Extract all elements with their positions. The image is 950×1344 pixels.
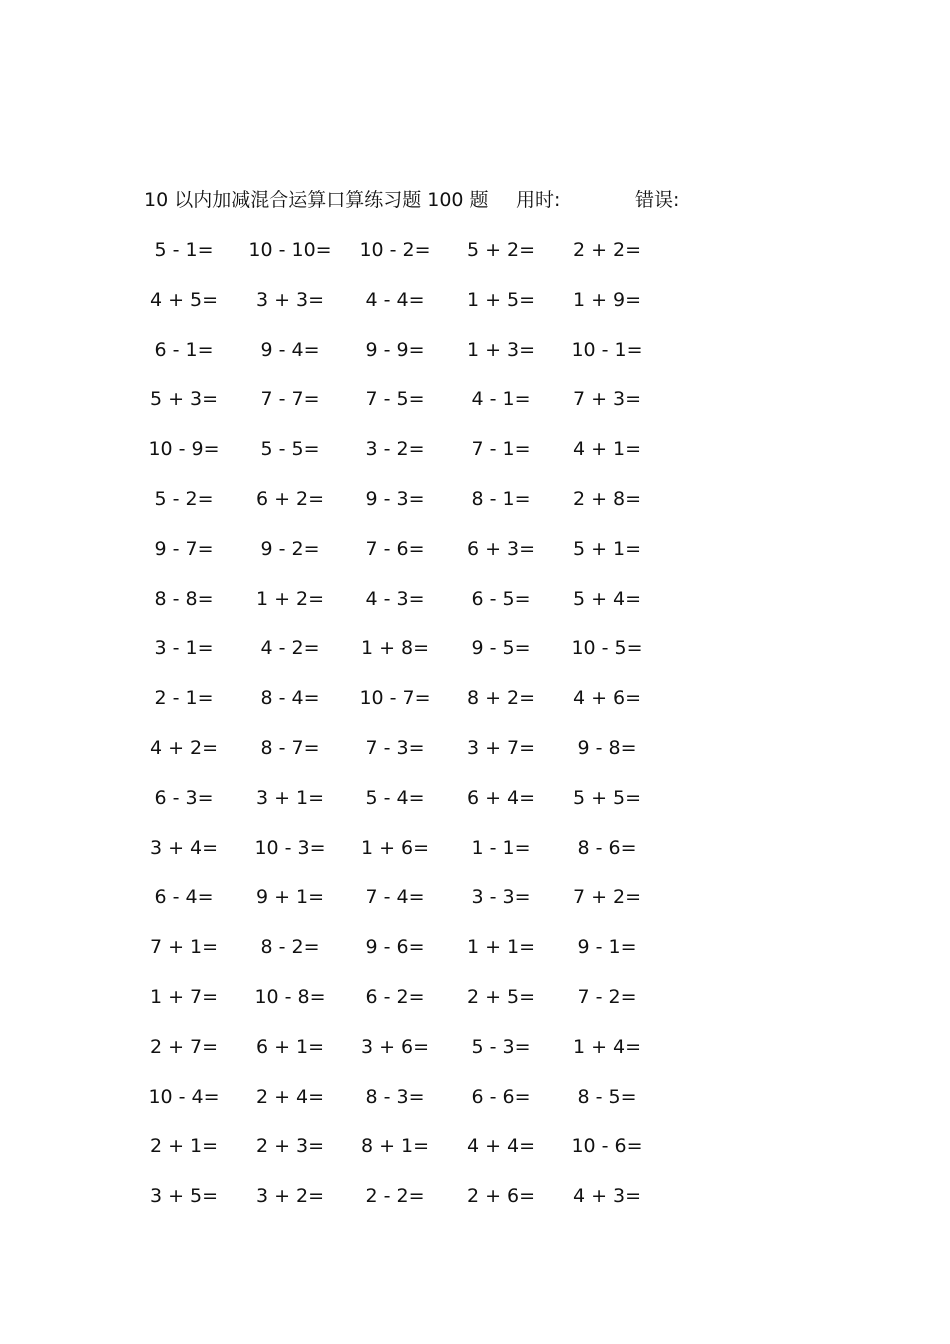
- math-problem: 3 - 2=: [365, 438, 425, 461]
- math-problem: 7 - 5=: [365, 388, 425, 411]
- math-problem: 8 - 7=: [260, 736, 320, 759]
- math-problem: 1 + 8=: [360, 637, 430, 660]
- math-problem: 8 + 2=: [466, 687, 536, 710]
- math-problem: 9 - 3=: [365, 487, 425, 510]
- math-problem: 2 + 2=: [572, 239, 642, 261]
- math-problem: 5 + 4=: [572, 587, 642, 610]
- math-problem: 8 - 4=: [260, 687, 320, 710]
- math-problem: 10 - 8=: [254, 985, 326, 1008]
- problem-row: [140, 1182, 680, 1232]
- problem-row: [140, 784, 680, 834]
- math-problem: 10 - 5=: [571, 637, 643, 660]
- math-problem: 2 + 4=: [255, 1085, 325, 1108]
- math-problem: 7 - 4=: [365, 886, 425, 909]
- math-problem: 5 + 5=: [572, 786, 642, 809]
- math-problem: 9 + 1=: [255, 886, 325, 909]
- math-problem: 10 - 3=: [254, 836, 326, 859]
- math-problem: 7 - 6=: [365, 537, 425, 560]
- math-problem: 7 + 3=: [572, 388, 642, 411]
- problem-grid: [140, 236, 680, 1232]
- math-problem: 9 - 8=: [577, 736, 637, 759]
- math-problem: 4 + 6=: [572, 687, 642, 710]
- math-problem: 8 - 5=: [577, 1085, 637, 1108]
- math-problem: 10 - 1=: [571, 338, 643, 361]
- math-problem: 8 - 1=: [471, 487, 531, 510]
- math-problem: 8 - 8=: [154, 587, 214, 610]
- math-problem: 4 + 4=: [466, 1135, 536, 1158]
- math-problem: 5 - 2=: [154, 487, 214, 510]
- math-problem: 2 - 2=: [365, 1185, 425, 1208]
- math-problem: 10 - 9=: [148, 438, 220, 461]
- math-problem: 9 - 5=: [471, 637, 531, 660]
- math-problem: 3 + 2=: [255, 1185, 325, 1208]
- math-problem: 7 + 1=: [149, 936, 219, 959]
- math-problem: 7 - 7=: [260, 388, 320, 411]
- math-problem: 4 + 5=: [149, 288, 219, 311]
- math-problem: 9 - 6=: [365, 936, 425, 959]
- math-problem: 2 + 3=: [255, 1135, 325, 1158]
- math-problem: 4 - 1=: [471, 388, 531, 411]
- math-problem: 2 + 6=: [466, 1185, 536, 1208]
- math-problem: 1 + 3=: [466, 338, 536, 361]
- math-problem: 5 + 2=: [466, 239, 536, 261]
- math-problem: 4 - 3=: [365, 587, 425, 610]
- math-problem: 1 - 1=: [471, 836, 531, 859]
- math-problem: 3 + 7=: [466, 736, 536, 759]
- math-problem: 5 - 1=: [154, 239, 214, 261]
- math-problem: 8 - 3=: [365, 1085, 425, 1108]
- worksheet-title: 10 以内加减混合运算口算练习题 100 题: [144, 189, 489, 211]
- problem-row: [140, 1132, 680, 1182]
- math-problem: 5 - 5=: [260, 438, 320, 461]
- math-problem: 5 - 4=: [365, 786, 425, 809]
- time-used-label: 用时:: [516, 189, 561, 211]
- worksheet-header: [144, 186, 844, 214]
- math-problem: 6 + 3=: [466, 537, 536, 560]
- math-problem: 4 + 2=: [149, 736, 219, 759]
- math-problem: 7 + 2=: [572, 886, 642, 909]
- math-problem: 5 + 3=: [149, 388, 219, 411]
- math-problem: 3 + 4=: [149, 836, 219, 859]
- math-problem: 3 + 6=: [360, 1035, 430, 1058]
- math-problem: 6 + 2=: [255, 487, 325, 510]
- math-problem: 4 - 4=: [365, 288, 425, 311]
- math-problem: 1 + 6=: [360, 836, 430, 859]
- math-problem: 7 - 3=: [365, 736, 425, 759]
- problem-row: [140, 435, 680, 485]
- math-problem: 2 + 5=: [466, 985, 536, 1008]
- math-problem: 6 - 5=: [471, 587, 531, 610]
- math-problem: 3 - 3=: [471, 886, 531, 909]
- math-problem: 9 - 1=: [577, 936, 637, 959]
- problem-row: [140, 983, 680, 1033]
- math-problem: 10 - 2=: [359, 239, 431, 261]
- math-problem: 1 + 4=: [572, 1035, 642, 1058]
- problem-row: [140, 236, 680, 286]
- math-problem: 3 + 5=: [149, 1185, 219, 1208]
- problem-row: [140, 1033, 680, 1083]
- math-problem: 9 - 7=: [154, 537, 214, 560]
- math-problem: 9 - 2=: [260, 537, 320, 560]
- problem-row: [140, 385, 680, 435]
- math-problem: 4 + 3=: [572, 1185, 642, 1208]
- errors-label: 错误:: [635, 189, 680, 211]
- math-problem: 4 + 1=: [572, 438, 642, 461]
- math-problem: 10 - 6=: [571, 1135, 643, 1158]
- math-problem: 6 + 1=: [255, 1035, 325, 1058]
- problem-row: [140, 883, 680, 933]
- math-problem: 3 + 3=: [255, 288, 325, 311]
- problem-row: [140, 535, 680, 585]
- math-problem: 6 - 6=: [471, 1085, 531, 1108]
- math-problem: 6 - 1=: [154, 338, 214, 361]
- math-problem: 8 - 6=: [577, 836, 637, 859]
- problem-row: [140, 684, 680, 734]
- math-problem: 3 - 1=: [154, 637, 214, 660]
- problem-row: [140, 834, 680, 884]
- math-problem: 10 - 4=: [148, 1085, 220, 1108]
- problem-row: [140, 734, 680, 784]
- math-problem: 1 + 7=: [149, 985, 219, 1008]
- math-problem: 9 - 4=: [260, 338, 320, 361]
- math-problem: 3 + 1=: [255, 786, 325, 809]
- math-problem: 10 - 7=: [359, 687, 431, 710]
- math-problem: 6 - 4=: [154, 886, 214, 909]
- math-problem: 2 - 1=: [154, 687, 214, 710]
- math-problem: 10 - 10=: [248, 239, 332, 261]
- math-problem: 8 - 2=: [260, 936, 320, 959]
- problem-row: [140, 585, 680, 635]
- math-problem: 1 + 1=: [466, 936, 536, 959]
- math-problem: 2 + 8=: [572, 487, 642, 510]
- math-problem: 6 - 3=: [154, 786, 214, 809]
- problem-row: [140, 336, 680, 386]
- math-problem: 1 + 2=: [255, 587, 325, 610]
- math-problem: 2 + 1=: [149, 1135, 219, 1158]
- math-problem: 1 + 9=: [572, 288, 642, 311]
- math-problem: 1 + 5=: [466, 288, 536, 311]
- math-problem: 9 - 9=: [365, 338, 425, 361]
- math-problem: 7 - 1=: [471, 438, 531, 461]
- math-problem: 5 + 1=: [572, 537, 642, 560]
- math-problem: 7 - 2=: [577, 985, 637, 1008]
- problem-row: [140, 933, 680, 983]
- math-problem: 6 - 2=: [365, 985, 425, 1008]
- problem-row: [140, 634, 680, 684]
- problem-row: [140, 286, 680, 336]
- problem-row: [140, 485, 680, 535]
- math-problem: 4 - 2=: [260, 637, 320, 660]
- math-problem: 8 + 1=: [360, 1135, 430, 1158]
- math-problem: 2 + 7=: [149, 1035, 219, 1058]
- math-problem: 5 - 3=: [471, 1035, 531, 1058]
- math-problem: 6 + 4=: [466, 786, 536, 809]
- problem-row: [140, 1083, 680, 1133]
